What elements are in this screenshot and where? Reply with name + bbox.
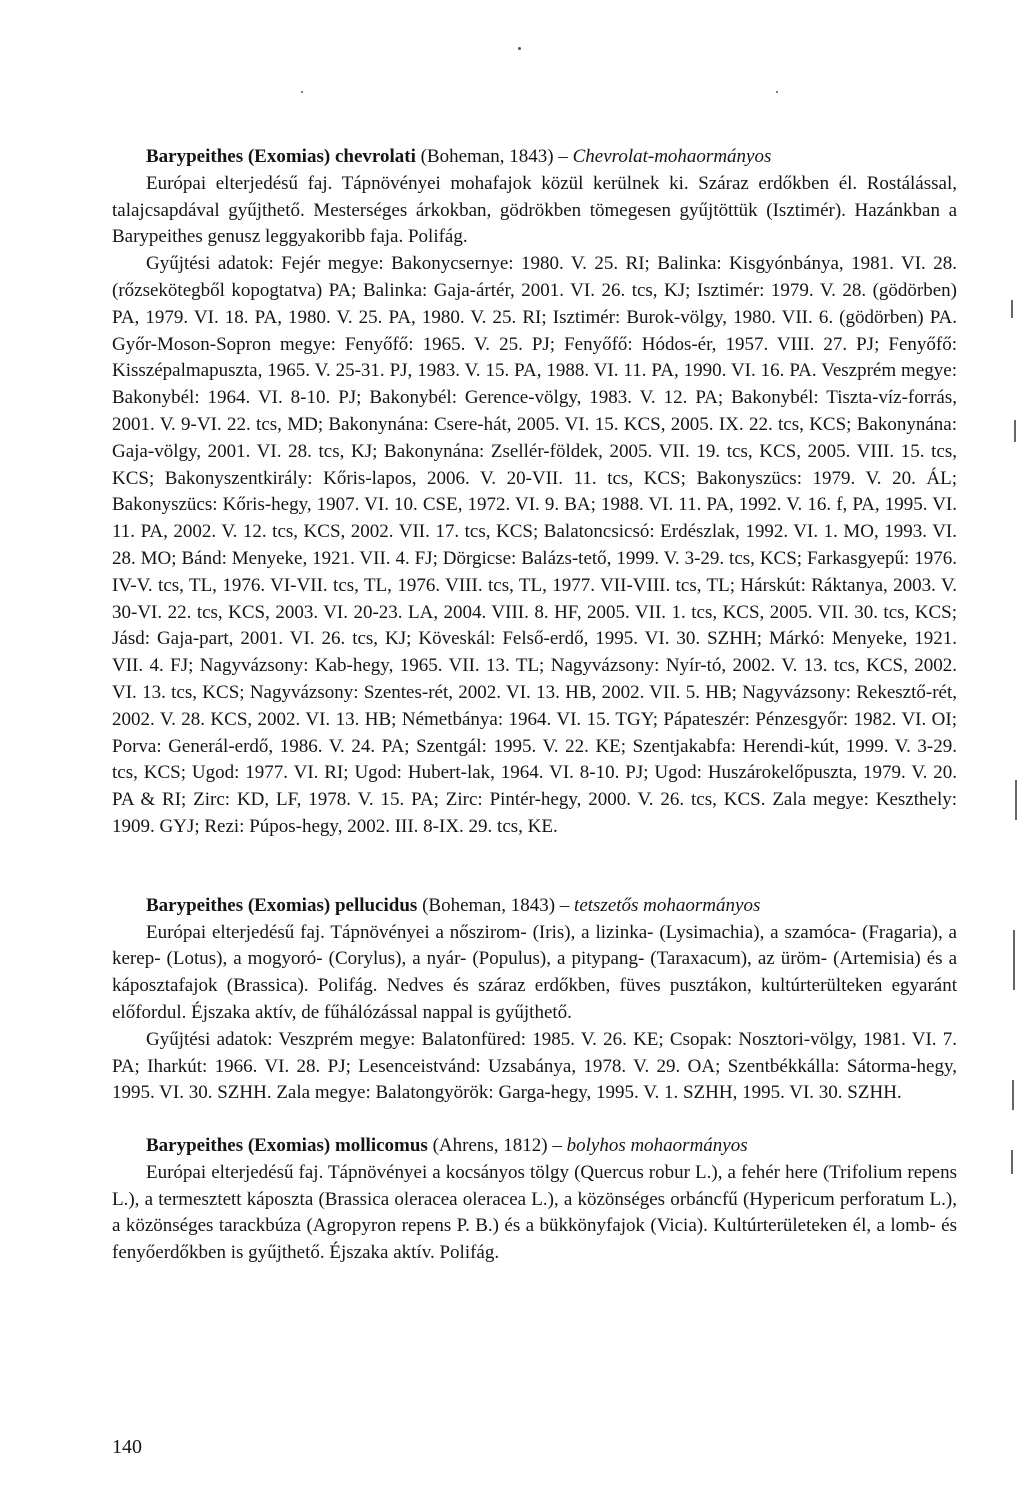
species-author: (Boheman, 1843) xyxy=(422,894,556,916)
species-author: (Boheman, 1843) xyxy=(420,146,554,167)
collection-data: Gyűjtési adatok: Veszprém megye: Balatonfüred: 1985. V. 26. KE; Csopak: Nosztori-völgy, 1981. VI. 7. PA; Iharkút: 1966. VI. 28. PJ; Lesenceistvánd: Uzsabánya, 1978. V. 29. OA; Szentbékkálla: Sátorma-hegy, 1995. VI. 30. SZHH. Zala megye: Balatongyörök: Garga-hegy, 1995. V. 1. SZHH, 1995. VI. 30. SZHH. xyxy=(112,1028,957,1104)
page-number: 140 xyxy=(112,1436,142,1458)
common-name: Chevrolat-mohaormányos xyxy=(572,146,772,167)
scan-speck xyxy=(301,91,303,93)
genus-name: Barypeithes (Exomias) xyxy=(146,146,331,167)
heading-dash: – xyxy=(547,1135,567,1157)
scan-margin-mark xyxy=(1015,780,1017,820)
species-description: Európai elterjedésű faj. Tápnövényei a nőszirom- (Iris), a lizinka- (Lysimachia), a szamóca- (Fragaria), a kerep- (Lotus), a mogyoró- (Corylus), a nyár- (Populus), a pitypang- (Taraxacum), az üröm- (Artemisia) és a káposztafajok (Brassica). Polifág. Nedves és száraz erdőkben, füves pusztákon, kultúrterülteken egyaránt előfordul. Éjszaka aktív, de fűhálózással nappal is gyűjthető. xyxy=(112,921,957,1023)
scan-margin-mark xyxy=(1011,1150,1013,1174)
heading-dash: – xyxy=(553,146,573,167)
species-epithet: chevrolati xyxy=(334,146,416,167)
scan-margin-mark xyxy=(1013,930,1015,990)
species-entry-chevrolati xyxy=(112,144,957,841)
species-epithet: pellucidus xyxy=(334,894,418,916)
genus-name: Barypeithes (Exomias) xyxy=(146,894,331,916)
species-description: Európai elterjedésű faj. Tápnövényei a kocsányos tölgy (Quercus robur L.), a fehér here (Trifolium repens L.), a termesztett káposzta (Brassica oleracea oleracea L.), a közönséges orbáncfű (Hypericum perforatum L.), a közönséges tarackbúza (Agropyron repens P. B.) és a bükkönyfajok (Vicia). Kultúrterületeken él, a lomb- és fenyőerdőkben is gyűjthető. Éjszaka aktív. Polifág. xyxy=(112,1161,957,1264)
genus-name: Barypeithes (Exomias) xyxy=(146,1135,331,1157)
text-column xyxy=(112,144,957,1267)
species-description: Európai elterjedésű faj. Tápnövényei mohafajok közül kerülnek ki. Száraz erdőkben él. Rostálással, talajcsapdával gyűjthető. Mesterséges árkokban, gödrökben tömegesen gyűjtöttük (Isztimér). Hazánkban a Barypeithes genusz leggyakoribb faja. Polifág. xyxy=(112,172,957,248)
scan-margin-mark xyxy=(1011,300,1013,318)
species-entry-mollicomus xyxy=(112,1133,957,1267)
species-entry-pellucidus xyxy=(112,893,957,1107)
species-heading xyxy=(112,893,957,920)
common-name: tetszetős mohaormányos xyxy=(574,894,761,916)
collection-data: Gyűjtési adatok: Fejér megye: Bakonycsernye: 1980. V. 25. RI; Balinka: Kisgyónbánya, 1981. VI. 28. (rőzsekötegből kopogtatva) PA; Balinka: Gaja-ártér, 2001. VI. 26. tcs, KJ; Isztimér: 1979. V. 28. (gödörben) PA, 1979. VI. 18. PA, 1980. V. 25. PA, 1980. V. 25. RI; Isztimér: Burok-völgy, 1980. VII. 6. (gödörben) PA. Győr-Moson-Sopron megye: Fenyőfő: 1965. V. 25. PJ; Fenyőfő: Hódos-ér, 1957. VIII. 27. PJ; Fenyőfő: Kisszépalmapuszta, 1965. V. 25-31. PJ, 1983. V. 15. PA, 1988. VI. 11. PA, 1990. VI. 16. PA. Veszprém megye: Bakonybél: 1964. VI. 8-10. PJ; Bakonybél: Gerence-völgy, 1983. V. 12. PA; Bakonybél: Tiszta-víz-forrás, 2001. V. 9-VI. 22. tcs, MD; Bakonynána: Csere-hát, 2005. VI. 15. KCS, 2005. IX. 22. tcs, KCS; Bakonynána: Gaja-völgy, 2001. VI. 28. tcs, KJ; Bakonynána: Zsellér-földek, 2005. VII. 19. tcs, KCS, 2005. VIII. 15. tcs, KCS; Bakonyszentkirály: Kőris-lapos, 2006. V. 20-VII. 11. tcs, KCS; Bakonyszücs: 1979. V. 20. ÁL; Bakonyszücs: Kőris-hegy, 1907. VI. 10. CSE, 1972. VI. 9. BA; 1988. VI. 11. PA, 1992. V. 16. f, PA, 1995. VI. 11. PA, 2002. V. 12. tcs, KCS, 2002. VII. 17. tcs, KCS; Balatoncsicsó: Erdészlak, 1992. VI. 1. MO, 1993. VI. 28. MO; Bánd: Menyeke, 1921. VII. 4. FJ; Dörgicse: Balázs-tető, 1999. V. 3-29. tcs, KCS; Farkasgyepű: 1976. IV-V. tcs, TL, 1976. VI-VII. tcs, TL, 1976. VIII. tcs, TL, 1977. VII-VIII. tcs, TL; Hárskút: Ráktanya, 2003. V. 30-VI. 22. tcs, KCS, 2003. VI. 20-23. LA, 2004. VIII. 8. HF, 2005. VII. 1. tcs, KCS, 2005. VII. 30. tcs, KCS; Jásd: Gaja-part, 2001. VI. 26. tcs, KJ; Köveskál: Felső-erdő, 1995. VI. 30. SZHH; Márkó: Menyeke, 1921. VII. 4. FJ; Nagyvázsony: Kab-hegy, 1965. VII. 13. TL; Nagyvázsony: Nyír-tó, 2002. V. 13. tcs, KCS, 2002. VI. 13. tcs, KCS; Nagyvázsony: Szentes-rét, 2002. VI. 13. HB, 2002. VII. 5. HB; Nagyvázsony: Rekesztő-rét, 2002. V. 28. KCS, 2002. VI. 13. HB; Németbánya: 1964. VI. 15. TGY; Pápateszér: Pénzesgyőr: 1982. VI. OI; Porva: Generál-erdő, 1986. V. 24. PA; Szentgál: 1995. V. 22. KE; Szentjakabfa: Herendi-kút, 1999. V. 3-29. tcs, KCS; Ugod: 1977. VI. RI; Ugod: Hubert-lak, 1964. VI. 8-10. PJ; Ugod: Huszárokelőpuszta, 1979. V. 20. PA & RI; Zirc: KD, LF, 1978. V. 15. PA; Zirc: Pintér-hegy, 2000. V. 26. tcs, KCS. Zala megye: Keszthely: 1909. GYJ; Rezi: Púpos-hegy, 2002. III. 8-IX. 29. tcs, KE. xyxy=(112,253,957,837)
common-name: bolyhos mohaormányos xyxy=(566,1135,748,1157)
species-heading xyxy=(112,1133,957,1160)
species-epithet: mollicomus xyxy=(334,1135,428,1157)
scan-margin-mark xyxy=(1014,420,1016,442)
heading-dash: – xyxy=(555,894,575,916)
scan-speck xyxy=(518,47,521,50)
scan-margin-mark xyxy=(1012,1080,1014,1110)
scan-speck xyxy=(776,91,778,93)
species-heading xyxy=(112,144,957,171)
species-author: (Ahrens, 1812) xyxy=(432,1135,548,1157)
